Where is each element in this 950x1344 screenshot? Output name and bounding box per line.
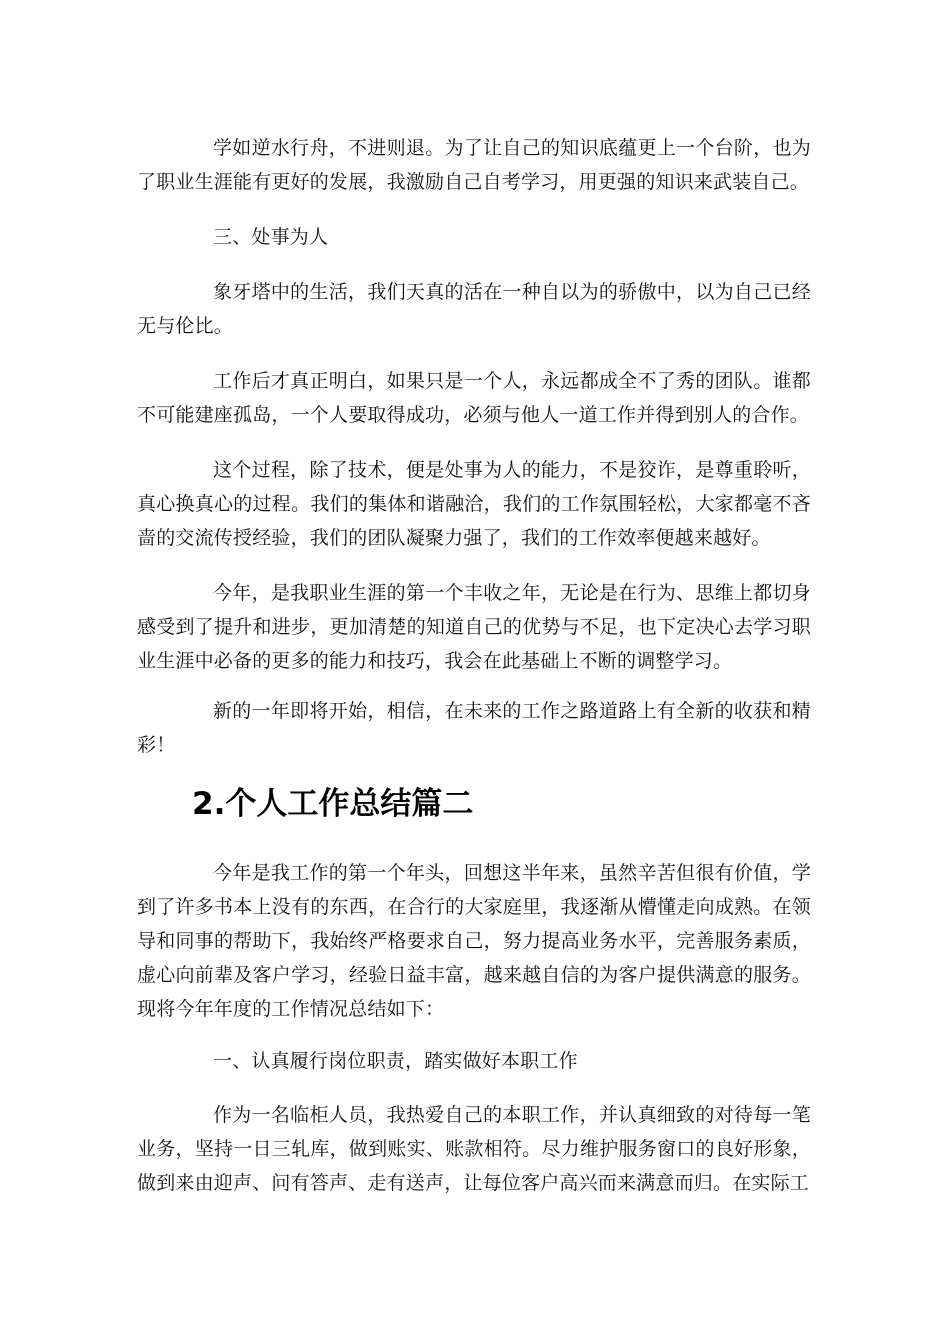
paragraph bbox=[137, 576, 811, 678]
paragraph-text: 今年，是我职业生涯的第一个丰收之年，无论是在行为、思维上都切身感受到了提升和进步，更加清楚的知道自己的优势与不足，也下定决心去学习职业生涯中必备的更多的能力和技巧，我会在此基础上不断的调整学习。 bbox=[137, 582, 811, 672]
paragraph-text: 新的一年即将开始，相信，在未来的工作之路道路上有全新的收获和精彩！ bbox=[137, 700, 811, 756]
section-heading-3 bbox=[137, 220, 811, 254]
paragraph bbox=[137, 275, 811, 343]
paragraph bbox=[137, 364, 811, 432]
paragraph-text: 作为一名临柜人员，我热爱自己的本职工作，并认真细致的对待每一笔业务，坚持一日三轧库，做到账实、账款相符。尽力维护服务窗口的良好形象，做到来由迎声、问有答声、走有送声，让每位客户高兴而来满意而归。在实际工 bbox=[137, 1104, 811, 1194]
paragraph bbox=[137, 856, 811, 1026]
section-title: 2.个人工作总结篇二 bbox=[192, 786, 474, 822]
paragraph-text: 今年是我工作的第一个年头，回想这半年来，虽然辛苦但很有价值，学到了许多书本上没有的东西，在合行的大家庭里，我逐渐从懵懂走向成熟。在领导和同事的帮助下，我始终严格要求自己，努力提高业务水平，完善服务素质，虚心向前辈及客户学习，经验日益丰富，越来越自信的为客户提供满意的服务。现将今年年度的工作情况总结如下： bbox=[137, 862, 811, 1020]
paragraph bbox=[137, 131, 811, 199]
paragraph-text: 学如逆水行舟，不进则退。为了让自己的知识底蕴更上一个台阶，也为了职业生涯能有更好的发展，我激励自己自考学习，用更强的知识来武装自己。 bbox=[137, 137, 811, 193]
section-heading-1 bbox=[137, 1044, 811, 1078]
paragraph bbox=[137, 453, 811, 555]
paragraph bbox=[137, 694, 811, 762]
subheading-text: 三、处事为人 bbox=[213, 226, 329, 248]
subheading-text: 一、认真履行岗位职责，踏实做好本职工作 bbox=[213, 1050, 578, 1072]
paragraph-text: 象牙塔中的生活，我们天真的活在一种自以为的骄傲中，以为自己已经无与伦比。 bbox=[137, 281, 811, 337]
paragraph-text: 工作后才真正明白，如果只是一个人，永远都成全不了秀的团队。谁都不可能建座孤岛，一个人要取得成功，必须与他人一道工作并得到别人的合作。 bbox=[137, 370, 811, 426]
paragraph-text: 这个过程，除了技术，便是处事为人的能力，不是狡诈，是尊重聆听，真心换真心的过程。我们的集体和谐融洽，我们的工作氛围轻松，大家都毫不吝啬的交流传授经验，我们的团队凝聚力强了，我们的工作效率便越来越好。 bbox=[137, 459, 811, 549]
paragraph bbox=[137, 1098, 811, 1200]
